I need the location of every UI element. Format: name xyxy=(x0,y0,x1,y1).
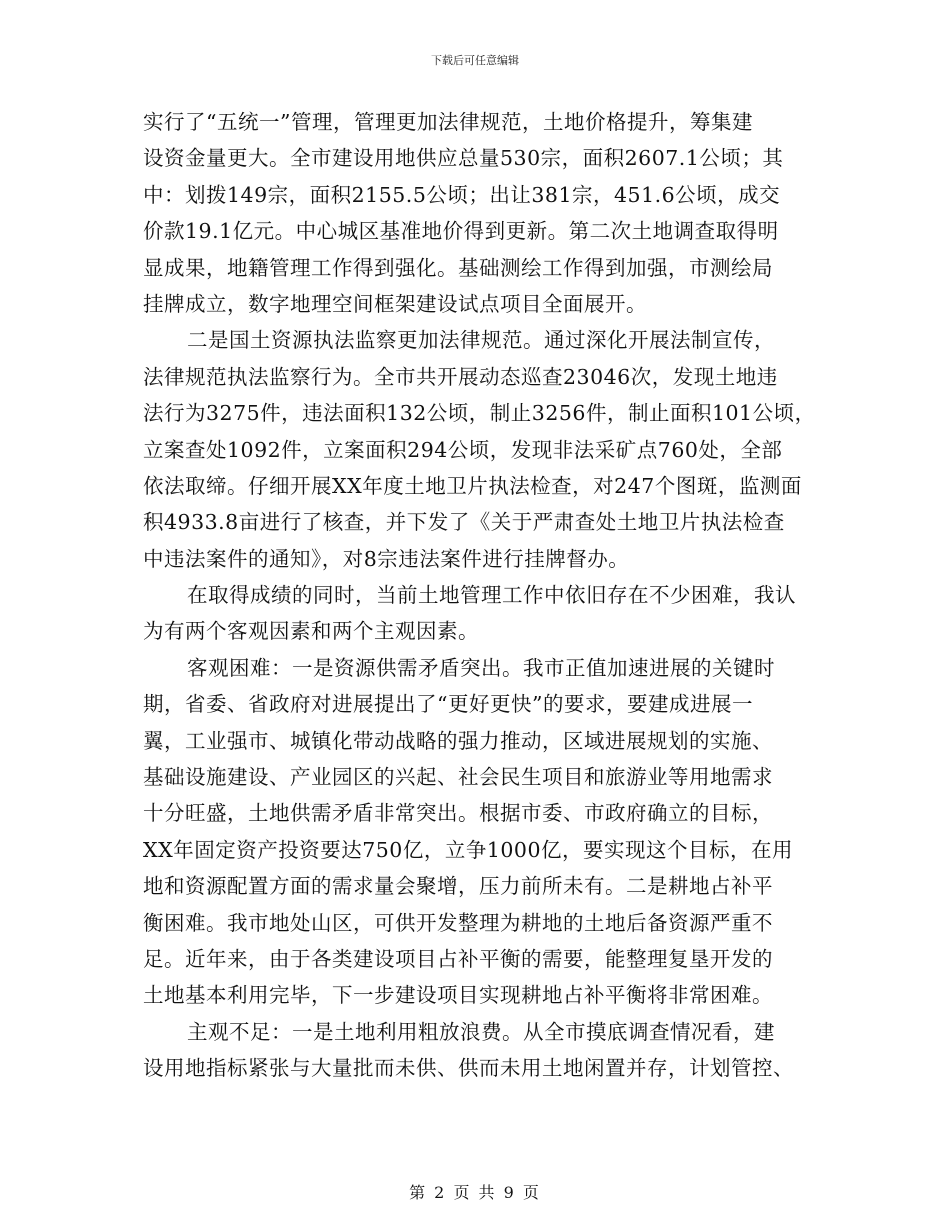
text-line: 实行了“五统一”管理，管理更加法律规范，土地价格提升，筹集建 xyxy=(143,110,753,134)
text-line: 中违法案件的通知》，对8宗违法案件进行挂牌督办。 xyxy=(143,546,630,571)
text-line: 法行为3275件，违法面积132公顷，制止3256件，制止面积101公顷， xyxy=(143,401,816,426)
text-line: 依法取缔。仔细开展XX年度土地卫片执法检查，对247个图斑，监测面 xyxy=(143,473,802,498)
text-line: 设资金量更大。全市建设用地供应总量530宗，面积2607.1公顷；其 xyxy=(143,146,784,171)
text-line: 主观不足：一是土地利用粗放浪费。从全市摸底调查情况看，建 xyxy=(187,1019,775,1044)
text-line: 期，省委、省政府对进展提出了“更好更快”的要求，要建成进展一 xyxy=(143,692,753,717)
text-line: 法律规范执法监察行为。全市共开展动态巡查23046次，发现土地违 xyxy=(143,364,778,389)
text-line: 积4933.8亩进行了核查，并下发了《关于严肃查处土地卫片执法检查 xyxy=(143,510,785,535)
text-line: 挂牌成立，数字地理空间框架建设试点项目全面展开。 xyxy=(143,291,647,316)
text-line: 衡困难。我市地处山区，可供开发整理为耕地的土地后备资源严重不 xyxy=(143,910,773,935)
text-line: 中：划拨149宗，面积2155.5公顷；出让381宗，451.6公顷，成交 xyxy=(143,182,781,207)
text-line: 地和资源配置方面的需求量会聚增，压力前所未有。二是耕地占补平 xyxy=(143,874,773,899)
text-line: XX年固定资产投资要达750亿，立争1000亿，要实现这个目标，在用 xyxy=(143,837,793,862)
text-line: 基础设施建设、产业园区的兴起、社会民生项目和旅游业等用地需求 xyxy=(143,765,773,790)
page-header: 下载后可任意编辑 xyxy=(431,54,519,67)
text-line: 翼，工业强市、城镇化带动战略的强力推动，区域进展规划的实施、 xyxy=(143,728,773,753)
text-line: 立案查处1092件，立案面积294公顷，发现非法采矿点760处，全部 xyxy=(143,437,783,462)
text-line: 足。近年来，由于各类建设项目占补平衡的需要，能整理复垦开发的 xyxy=(143,946,773,971)
text-line: 设用地指标紧张与大量批而未供、供而未用土地闲置并存，计划管控、 xyxy=(143,1056,794,1081)
text-line: 土地基本利用完毕，下一步建设项目实现耕地占补平衡将非常困难。 xyxy=(143,983,773,1008)
text-line: 为有两个客观因素和两个主观因素。 xyxy=(143,619,479,644)
text-line: 价款19.1亿元。中心城区基准地价得到更新。第二次土地调查取得明 xyxy=(143,219,779,244)
text-line: 十分旺盛，土地供需矛盾非常突出。根据市委、市政府确立的目标， xyxy=(143,801,773,826)
text-line: 显成果，地籍管理工作得到强化。基础测绘工作得到加强，市测绘局 xyxy=(143,255,773,280)
text-line: 二是国土资源执法监察更加法律规范。通过深化开展法制宣传， xyxy=(187,328,775,353)
text-line: 客观困难：一是资源供需矛盾突出。我市正值加速进展的关键时 xyxy=(187,655,775,680)
document-body xyxy=(143,104,823,1087)
text-line: 在取得成绩的同时，当前土地管理工作中依旧存在不少困难，我认 xyxy=(187,583,796,608)
page-footer: 第 2 页 共 9 页 xyxy=(409,1183,541,1202)
